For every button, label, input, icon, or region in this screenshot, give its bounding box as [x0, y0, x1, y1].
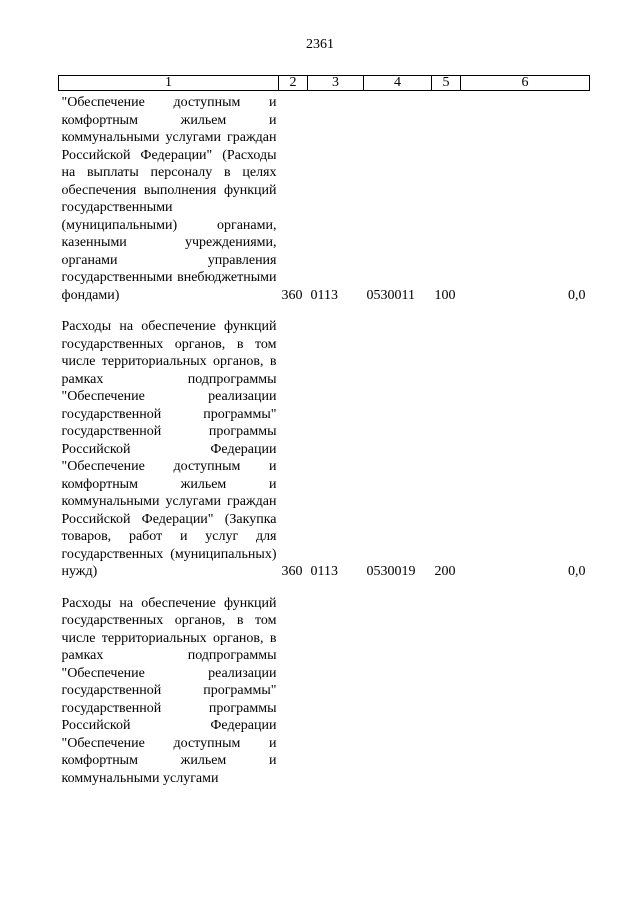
row-spacer	[59, 304, 590, 318]
column-header-5: 5	[432, 76, 461, 91]
row-description: Расходы на обеспечение функций государственных органов, в том числе территориальных органов, в рамках подпрограммы "Обеспечение реализации государственной программы" государственной программы Российской Федерации "Обеспечение доступным и комфортным жильем и коммунальными услугами	[61, 595, 277, 786]
column-header-row	[59, 76, 590, 91]
row-description: Расходы на обеспечение функций государственных органов, в том числе территориальных органов, в рамках подпрограммы "Обеспечение реализации государственной программы" государственной программы Российской Федерации "Обеспечение доступным и комфортным жильем и коммунальными услугами граждан Российской Федерации" (Закупка товаров, работ и услуг для государственных (муниципальных) нужд)	[61, 319, 277, 579]
row-cell-3: 0113	[310, 564, 338, 579]
row-description: "Обеспечение доступным и комфортным жильем и коммунальными услугами граждан Российской Федерации" (Расходы на выплаты персоналу в целях обеспечения выполнения функций государственными (муниципальными) органами, казенными учреждениями, органами управления государственными внебюджетными фондами)	[61, 95, 277, 303]
budget-table	[58, 75, 590, 787]
row-cell-6: 0,0	[568, 287, 586, 303]
column-header-2: 2	[279, 76, 308, 91]
row-cell-4: 0530019	[366, 564, 416, 579]
table-row	[59, 91, 590, 305]
table-row	[59, 595, 590, 788]
column-header-3: 3	[308, 76, 364, 91]
row-cell-6: 0,0	[568, 564, 586, 579]
page-number: 2361	[306, 37, 334, 52]
row-cell-2: 360	[281, 564, 303, 579]
row-cell-3: 0113	[310, 287, 338, 303]
table-row	[59, 318, 590, 581]
column-header-4: 4	[364, 76, 432, 91]
row-cell-2: 360	[281, 287, 303, 303]
row-cell-5: 200	[434, 564, 456, 579]
column-header-1: 1	[59, 76, 279, 91]
column-header-6: 6	[461, 76, 590, 91]
row-spacer	[59, 581, 590, 595]
row-cell-5: 100	[434, 287, 456, 303]
row-cell-4: 0530011	[366, 287, 415, 303]
